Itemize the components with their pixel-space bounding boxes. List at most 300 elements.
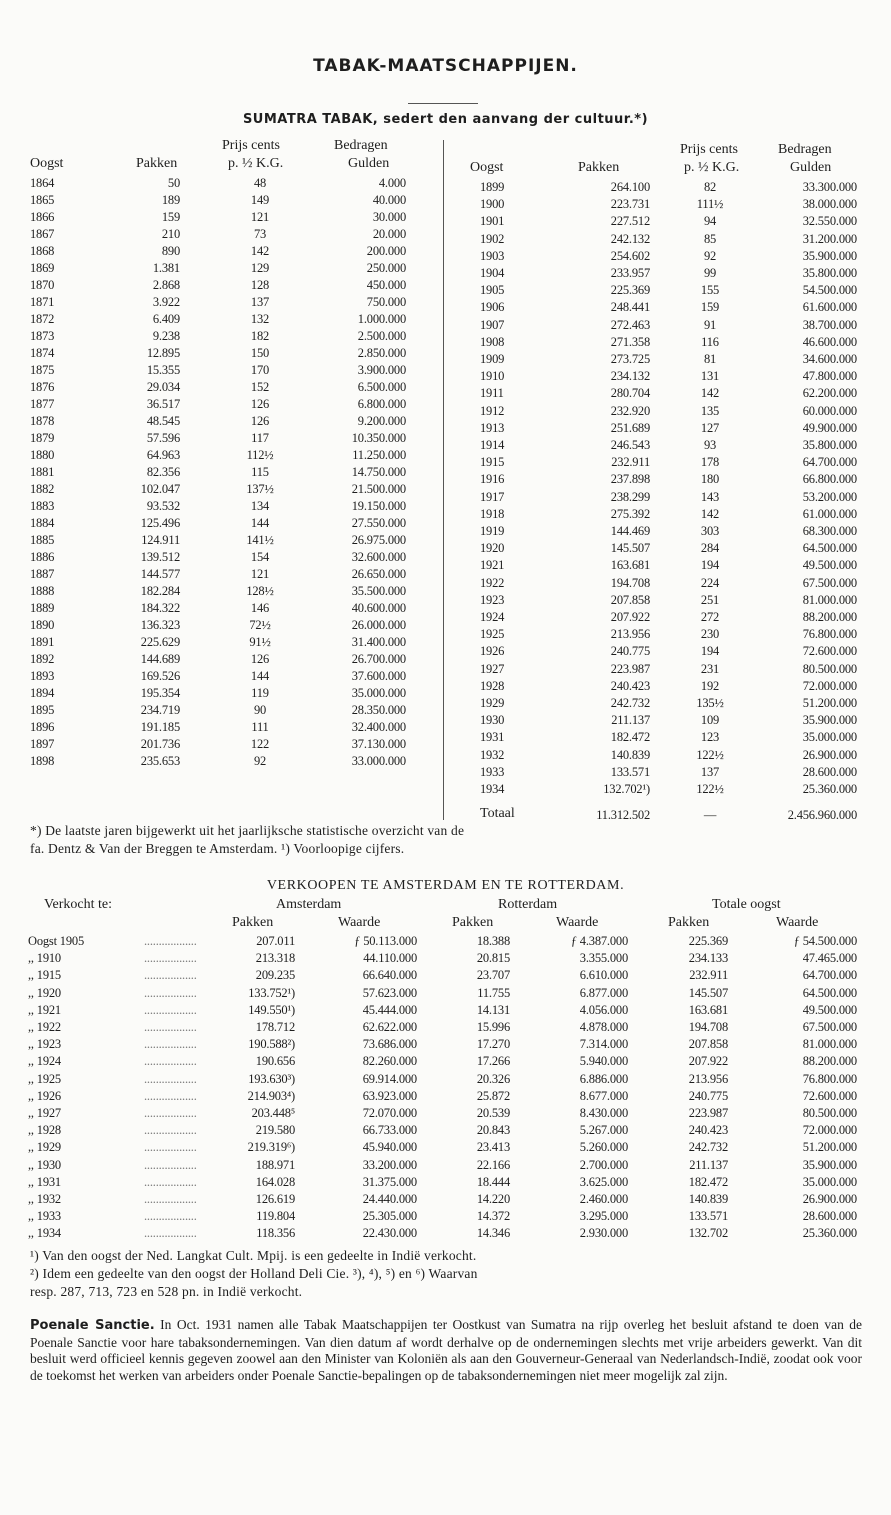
sumatra-right-row-gulden: 53.200.000 xyxy=(802,489,857,504)
sumatra-left-row-oogst: 1888 xyxy=(30,584,55,598)
sales-row-ams-pakken: 193.630³) xyxy=(248,1071,295,1086)
sumatra-right-row-pakken: 223.987 xyxy=(610,661,650,676)
sales-row-tot-pakken: 133.571 xyxy=(688,1209,728,1224)
sales-row-rot-waarde: 6.886.000 xyxy=(579,1071,628,1086)
sumatra-left-row-oogst: 1890 xyxy=(30,618,55,632)
sumatra-right-row-gulden: 28.600.000 xyxy=(802,764,857,779)
sumatra-right-row-oogst: 1927 xyxy=(480,661,505,676)
sales-row-tot-pakken: 223.987 xyxy=(688,1106,728,1120)
sales-row-ams-waarde: ƒ 50.113.000 xyxy=(354,934,417,948)
sumatra-right-row-oogst: 1899 xyxy=(480,180,505,194)
sales-row-ams-pakken: 190.656 xyxy=(255,1054,295,1069)
sumatra-right-row-pakken: 163.681 xyxy=(610,558,650,573)
sales-row-rot-pakken: 18.388 xyxy=(476,934,510,948)
sumatra-left-row-oogst: 1885 xyxy=(30,533,55,547)
sumatra-left-row-pakken: 57.596 xyxy=(146,431,180,445)
sales-row-ams-waarde: 66.640.000 xyxy=(362,968,417,983)
sumatra-left-row-pakken: 144.577 xyxy=(140,567,180,581)
sumatra-right-row-oogst: 1911 xyxy=(480,386,504,401)
dot-leader: .................. xyxy=(144,1192,197,1206)
sumatra-right-row-pakken: 232.920 xyxy=(610,403,650,418)
sumatra-left-row-prijs: 117 xyxy=(251,431,269,445)
dot-leader: .................. xyxy=(144,1174,197,1189)
sumatra-left-row-oogst: 1874 xyxy=(30,346,55,360)
sumatra-right-row-pakken: 132.702¹) xyxy=(603,782,650,796)
sumatra-right-row-oogst: 1907 xyxy=(480,317,505,332)
sales-row-rot-pakken: 15.996 xyxy=(476,1020,510,1034)
sumatra-left-row-pakken: 235.653 xyxy=(140,754,180,768)
sumatra-left-row-oogst: 1876 xyxy=(30,380,55,394)
header-right-pakken: Pakken xyxy=(578,160,620,175)
sumatra-right-row-oogst: 1934 xyxy=(480,782,505,796)
sumatra-right-row-oogst: 1931 xyxy=(480,730,505,745)
sumatra-left-row-prijs: 128 xyxy=(250,278,270,292)
sumatra-right-row-gulden: 35.900.000 xyxy=(802,713,857,728)
sumatra-right-row-gulden: 35.900.000 xyxy=(802,248,857,263)
sumatra-left-row-oogst: 1877 xyxy=(30,397,55,411)
sales-row-oogst: ,, 1931 xyxy=(28,1174,61,1189)
sales-row-tot-waarde: 47.465.000 xyxy=(802,951,857,966)
sales-row-tot-pakken: 207.922 xyxy=(688,1054,728,1069)
sales-pakken-2: Pakken xyxy=(452,915,494,930)
sumatra-right-row-pakken: 233.957 xyxy=(610,266,650,280)
sales-row-tot-pakken: 140.839 xyxy=(688,1192,728,1206)
sales-row-rot-pakken: 14.220 xyxy=(476,1192,510,1206)
sumatra-left-row-prijs: 126 xyxy=(250,397,270,411)
header-left-oogst: Oogst xyxy=(30,156,64,171)
sales-row-oogst: ,, 1933 xyxy=(28,1209,61,1224)
sumatra-left-row-oogst: 1883 xyxy=(30,499,55,513)
sumatra-right-row-oogst: 1910 xyxy=(480,369,505,384)
sales-row-ams-waarde: 31.375.000 xyxy=(362,1174,417,1189)
sumatra-right-row-gulden: 80.500.000 xyxy=(802,661,857,676)
sumatra-right-row-prijs: 127 xyxy=(700,420,720,435)
sumatra-left-row-prijs: 129 xyxy=(250,261,270,275)
sales-row-ams-waarde: 57.623.000 xyxy=(362,985,417,1000)
sales-row-ams-waarde: 82.260.000 xyxy=(362,1054,417,1069)
sales-waarde-1: Waarde xyxy=(338,915,381,930)
sales-row-tot-waarde: 76.800.000 xyxy=(802,1071,857,1086)
sumatra-left-row-prijs: 112½ xyxy=(246,448,274,462)
sumatra-right-row-oogst: 1920 xyxy=(480,541,505,556)
sumatra-right-row-pakken: 264.100 xyxy=(610,180,650,194)
sales-waarde-3: Waarde xyxy=(776,915,819,930)
dot-leader: .................. xyxy=(144,968,197,983)
sales-row-rot-pakken: 20.326 xyxy=(476,1071,510,1086)
sumatra-right-row-oogst: 1923 xyxy=(480,592,505,607)
sumatra-left-row-prijs: 146 xyxy=(250,601,270,615)
sumatra-left-row-gulden: 35.500.000 xyxy=(351,584,406,598)
sumatra-left-row-oogst: 1882 xyxy=(30,482,55,496)
sumatra-right-row-gulden: 35.000.000 xyxy=(802,730,857,745)
footnote-line-2: fa. Dentz & Van der Breggen te Amsterdam. ¹) Voorloopige cijfers. xyxy=(30,841,405,856)
sales-row-rot-pakken: 22.166 xyxy=(476,1157,510,1172)
sumatra-right-row-gulden: 35.800.000 xyxy=(802,266,857,280)
sumatra-right-row-prijs: 109 xyxy=(700,713,720,728)
sales-row-tot-pakken: 225.369 xyxy=(688,934,728,948)
sumatra-right-row-pakken: 144.469 xyxy=(610,524,650,538)
sumatra-left-row-pakken: 64.963 xyxy=(146,448,180,462)
sales-row-ams-pakken: 133.752¹) xyxy=(248,985,295,1000)
sumatra-right-row-oogst: 1918 xyxy=(480,506,505,521)
poenale-sanctie-paragraph xyxy=(30,1317,862,1384)
dot-leader: .................. xyxy=(144,1106,197,1120)
sumatra-right-row-oogst: 1908 xyxy=(480,334,505,349)
sumatra-right-row-gulden: 61.000.000 xyxy=(802,506,857,521)
sales-note-line-3: resp. 287, 713, 723 en 528 pn. in Indië verkocht. xyxy=(30,1284,303,1299)
sumatra-left-row-oogst: 1879 xyxy=(30,431,55,445)
sales-row-rot-waarde: 5.940.000 xyxy=(579,1054,628,1069)
sumatra-table-title: SUMATRA TABAK, sedert den aanvang der cultuur.*) xyxy=(242,112,649,127)
sumatra-right-row-oogst: 1901 xyxy=(480,214,505,229)
sales-row-rot-pakken: 11.755 xyxy=(477,985,510,1000)
sumatra-left-row-pakken: 124.911 xyxy=(141,533,180,547)
sumatra-left-row-gulden: 28.350.000 xyxy=(351,703,406,717)
sumatra-left-row-oogst: 1897 xyxy=(30,737,55,751)
sumatra-left-row-prijs: 92 xyxy=(253,754,267,768)
sumatra-right-row-prijs: 111½ xyxy=(696,197,724,212)
sumatra-left-row-oogst: 1878 xyxy=(30,414,55,428)
sumatra-right-row-prijs: 122½ xyxy=(696,747,724,762)
sales-row-ams-pakken: 178.712 xyxy=(255,1020,295,1034)
sumatra-left-row-oogst: 1868 xyxy=(30,244,55,258)
sumatra-left-row-prijs: 142 xyxy=(250,244,270,258)
sales-row-tot-waarde: 81.000.000 xyxy=(802,1037,857,1052)
sales-row-tot-pakken: 240.775 xyxy=(688,1088,728,1103)
sales-row-ams-waarde: 45.444.000 xyxy=(362,1002,417,1017)
sumatra-right-row-oogst: 1922 xyxy=(480,575,505,590)
sumatra-left-row-oogst: 1892 xyxy=(30,652,55,666)
sumatra-right-row-prijs: 82 xyxy=(703,180,717,194)
sales-row-rot-pakken: 18.444 xyxy=(476,1174,510,1189)
sales-row-rot-pakken: 20.539 xyxy=(476,1106,510,1120)
sales-row-ams-waarde: 44.110.000 xyxy=(363,951,417,966)
sumatra-right-row-prijs: 192 xyxy=(700,678,720,693)
sales-row-oogst: ,, 1930 xyxy=(28,1157,61,1172)
sumatra-right-row-prijs: 135½ xyxy=(696,696,724,710)
sumatra-right-row-gulden: 38.000.000 xyxy=(802,197,857,212)
sales-note-line-1: ¹) Van den oogst der Ned. Langkat Cult. Mpij. is een gedeelte in Indië verkocht. xyxy=(30,1248,477,1263)
sumatra-left-row-gulden: 1.000.000 xyxy=(357,312,406,326)
sales-row-tot-waarde: 88.200.000 xyxy=(802,1054,857,1069)
total-label: Totaal xyxy=(480,806,515,821)
sumatra-right-row-gulden: 60.000.000 xyxy=(802,403,857,418)
sumatra-right-row-prijs: 94 xyxy=(703,214,717,229)
poenale-text: In Oct. 1931 namen alle Tabak Maatschappijen ter Oostkust van Sumatra na rijp overleg het besluit afstand te doen van de Poenale Sanctie voor hare tabaksondernemingen. Van dien datum af wordt derhalve op de ondernemingen slechts met vrije arbeiders gewerkt. Van dit besluit werd officieel kennis gegeven zoowel aan den Minister van Koloniën als aan den Gouverneur-Generaal van Nederlandsch-Indië, zoodat ook voor de toekomst het werken van arbeiders onder Poenale Sanctie-bepalingen op de tabaksondernemingen niet meer mogelijk zal zijn. xyxy=(30,1317,863,1383)
sumatra-left-row-gulden: 26.650.000 xyxy=(351,567,406,581)
sumatra-left-row-gulden: 2.500.000 xyxy=(357,329,406,343)
sales-row-tot-pakken: 242.732 xyxy=(688,1140,728,1155)
sumatra-left-row-oogst: 1891 xyxy=(30,635,55,649)
dot-leader: .................. xyxy=(144,985,197,1000)
sumatra-right-row-pakken: 133.571 xyxy=(610,764,650,779)
sales-row-ams-waarde: 69.914.000 xyxy=(362,1071,417,1086)
sumatra-right-row-prijs: 142 xyxy=(700,506,720,521)
sumatra-left-row-gulden: 37.600.000 xyxy=(351,669,406,683)
sales-row-ams-waarde: 25.305.000 xyxy=(362,1209,417,1224)
sumatra-right-row-prijs: 155 xyxy=(700,283,720,298)
sales-row-oogst: ,, 1924 xyxy=(28,1054,61,1069)
sumatra-left-row-pakken: 234.719 xyxy=(140,703,180,717)
sumatra-right-row-oogst: 1925 xyxy=(480,627,505,642)
sumatra-left-row-gulden: 27.550.000 xyxy=(351,516,406,530)
sumatra-right-row-prijs: 159 xyxy=(700,300,720,315)
sales-row-tot-pakken: 240.423 xyxy=(688,1123,728,1138)
sumatra-right-row-gulden: 32.550.000 xyxy=(802,214,857,229)
sales-row-rot-waarde: 2.700.000 xyxy=(579,1157,628,1172)
sales-row-oogst: ,, 1915 xyxy=(28,968,61,983)
sumatra-right-row-gulden: 72.600.000 xyxy=(802,644,857,659)
sumatra-left-row-prijs: 119 xyxy=(251,686,269,700)
sumatra-left-row-pakken: 136.323 xyxy=(140,618,180,632)
sales-row-tot-waarde: 80.500.000 xyxy=(802,1106,857,1120)
sumatra-left-row-gulden: 32.400.000 xyxy=(351,720,406,734)
sumatra-right-row-oogst: 1904 xyxy=(480,266,505,280)
sales-title: VERKOOPEN TE AMSTERDAM EN TE ROTTERDAM. xyxy=(266,878,625,893)
sales-row-rot-waarde: 8.430.000 xyxy=(579,1106,628,1120)
sumatra-left-row-gulden: 200.000 xyxy=(366,244,406,258)
sumatra-right-row-oogst: 1932 xyxy=(480,747,505,762)
sales-row-ams-waarde: 45.940.000 xyxy=(362,1140,417,1155)
sumatra-right-row-gulden: 54.500.000 xyxy=(802,283,857,298)
sumatra-right-row-gulden: 76.800.000 xyxy=(802,627,857,642)
sumatra-right-row-prijs: 91 xyxy=(703,317,717,332)
sumatra-right-row-pakken: 242.732 xyxy=(610,696,650,710)
sumatra-right-row-prijs: 137 xyxy=(700,764,720,779)
sumatra-left-row-gulden: 3.900.000 xyxy=(357,363,406,377)
sumatra-left-row-pakken: 210 xyxy=(161,227,180,241)
sumatra-right-row-gulden: 46.600.000 xyxy=(802,334,857,349)
total-prijs: — xyxy=(703,808,717,822)
sumatra-right-row-oogst: 1930 xyxy=(480,713,505,728)
sumatra-right-row-gulden: 61.600.000 xyxy=(802,300,857,315)
sumatra-left-row-gulden: 11.250.000 xyxy=(352,448,406,462)
sumatra-right-row-oogst: 1933 xyxy=(480,764,505,779)
sales-row-oogst: ,, 1928 xyxy=(28,1123,61,1138)
sumatra-left-row-gulden: 2.850.000 xyxy=(357,346,406,360)
sumatra-left-row-oogst: 1887 xyxy=(30,567,55,581)
total-gulden: 2.456.960.000 xyxy=(787,808,857,822)
sales-pakken-1: Pakken xyxy=(232,915,274,930)
sumatra-left-row-gulden: 6.800.000 xyxy=(357,397,406,411)
sumatra-left-row-oogst: 1870 xyxy=(30,278,55,292)
header-left-prijs-unit: p. ½ K.G. xyxy=(228,156,284,171)
sumatra-left-row-pakken: 50 xyxy=(167,176,180,190)
sumatra-left-row-prijs: 152 xyxy=(250,380,270,394)
sales-row-rot-waarde: 6.610.000 xyxy=(579,968,628,983)
sumatra-right-row-pakken: 272.463 xyxy=(610,317,650,332)
sumatra-right-row-gulden: 26.900.000 xyxy=(802,747,857,762)
dot-leader: .................. xyxy=(144,1020,197,1034)
sales-row-tot-pakken: 213.956 xyxy=(688,1071,728,1086)
sumatra-left-row-oogst: 1881 xyxy=(30,465,55,479)
sales-row-tot-waarde: 28.600.000 xyxy=(802,1209,857,1224)
sumatra-left-row-prijs: 170 xyxy=(250,363,270,377)
sales-row-rot-pakken: 20.843 xyxy=(476,1123,510,1138)
sumatra-right-row-oogst: 1909 xyxy=(480,352,505,366)
sales-row-tot-pakken: 207.858 xyxy=(688,1037,728,1052)
sumatra-right-row-pakken: 273.725 xyxy=(610,352,650,366)
sumatra-right-row-prijs: 81 xyxy=(703,352,717,366)
sumatra-left-row-oogst: 1865 xyxy=(30,193,55,207)
sumatra-left-row-pakken: 29.034 xyxy=(146,380,180,394)
sumatra-left-row-prijs: 115 xyxy=(251,465,269,479)
sales-row-oogst: ,, 1923 xyxy=(28,1037,61,1052)
sumatra-right-row-gulden: 67.500.000 xyxy=(802,575,857,590)
sumatra-left-row-pakken: 15.355 xyxy=(146,363,180,377)
sales-row-ams-waarde: 63.923.000 xyxy=(362,1088,417,1103)
sales-rotterdam-header: Rotterdam xyxy=(498,897,558,912)
sumatra-left-row-pakken: 1.381 xyxy=(152,261,180,275)
sumatra-right-row-pakken: 275.392 xyxy=(610,506,650,521)
sumatra-left-row-oogst: 1864 xyxy=(30,176,55,190)
header-right-gulden: Gulden xyxy=(790,160,832,175)
sales-row-ams-pakken: 213.318 xyxy=(255,951,295,966)
sumatra-right-row-prijs: 180 xyxy=(700,472,720,487)
sumatra-left-row-pakken: 169.526 xyxy=(140,669,180,683)
sumatra-left-row-prijs: 149 xyxy=(250,193,270,207)
sales-row-tot-pakken: 182.472 xyxy=(688,1174,728,1189)
header-right-prijs: Prijs cents xyxy=(680,142,738,157)
sales-row-ams-pakken: 126.619 xyxy=(255,1192,295,1206)
sumatra-left-row-gulden: 26.975.000 xyxy=(351,533,406,547)
sumatra-right-row-oogst: 1905 xyxy=(480,283,505,298)
sales-row-oogst: ,, 1922 xyxy=(28,1020,61,1034)
sales-row-ams-waarde: 72.070.000 xyxy=(362,1106,417,1120)
header-left-gulden: Gulden xyxy=(348,156,390,171)
sumatra-right-row-prijs: 93 xyxy=(703,438,717,452)
sumatra-right-row-gulden: 49.900.000 xyxy=(802,420,857,435)
sumatra-right-row-oogst: 1917 xyxy=(480,489,505,504)
sumatra-left-row-oogst: 1894 xyxy=(30,686,55,700)
sumatra-right-row-prijs: 272 xyxy=(700,610,720,624)
sumatra-left-row-gulden: 21.500.000 xyxy=(351,482,406,496)
sales-row-tot-waarde: 72.000.000 xyxy=(802,1123,857,1138)
dot-leader: .................. xyxy=(144,1226,197,1241)
sumatra-right-row-gulden: 35.800.000 xyxy=(802,438,857,452)
poenale-heading: Poenale Sanctie. xyxy=(30,1318,155,1333)
sales-row-ams-pakken: 149.550¹) xyxy=(248,1002,295,1017)
sales-row-tot-waarde: 51.200.000 xyxy=(802,1140,857,1155)
sumatra-right-row-pakken: 211.137 xyxy=(611,713,650,728)
sales-row-tot-pakken: 234.133 xyxy=(688,951,728,966)
sumatra-left-row-prijs: 144 xyxy=(250,516,270,530)
sumatra-right-row-oogst: 1915 xyxy=(480,455,505,470)
sumatra-left-row-oogst: 1895 xyxy=(30,703,55,717)
sumatra-right-row-gulden: 64.500.000 xyxy=(802,541,857,556)
sumatra-left-row-prijs: 126 xyxy=(250,652,270,666)
sumatra-left-row-oogst: 1896 xyxy=(30,720,55,734)
sumatra-right-row-gulden: 66.800.000 xyxy=(802,472,857,487)
sales-row-ams-waarde: 22.430.000 xyxy=(362,1226,417,1241)
sales-row-tot-waarde: 25.360.000 xyxy=(802,1226,857,1241)
sales-row-oogst: ,, 1925 xyxy=(28,1071,61,1086)
sales-row-rot-waarde: 5.267.000 xyxy=(579,1123,628,1138)
sumatra-left-row-prijs: 141½ xyxy=(246,533,274,547)
title-rule xyxy=(408,103,478,104)
sumatra-left-row-gulden: 32.600.000 xyxy=(351,550,406,564)
sales-row-ams-pakken: 188.971 xyxy=(255,1157,295,1172)
sumatra-left-row-oogst: 1869 xyxy=(30,261,55,275)
sumatra-left-row-prijs: 48 xyxy=(253,176,267,190)
sumatra-left-row-pakken: 48.545 xyxy=(146,414,180,428)
sumatra-left-row-prijs: 154 xyxy=(250,550,270,564)
sumatra-left-row-pakken: 159 xyxy=(161,210,180,224)
sales-row-rot-pakken: 14.131 xyxy=(476,1002,510,1017)
sumatra-left-row-pakken: 191.185 xyxy=(140,720,180,734)
sumatra-left-row-pakken: 102.047 xyxy=(140,482,180,496)
sumatra-right-row-prijs: 99 xyxy=(703,266,717,280)
sales-row-tot-waarde: ƒ 54.500.000 xyxy=(793,934,857,948)
sales-row-rot-waarde: 6.877.000 xyxy=(579,985,628,1000)
sumatra-left-row-gulden: 750.000 xyxy=(366,295,406,309)
sumatra-right-row-pakken: 207.922 xyxy=(610,610,650,624)
sales-amsterdam-header: Amsterdam xyxy=(276,897,342,912)
dot-leader: .................. xyxy=(144,934,197,948)
sumatra-left-row-gulden: 6.500.000 xyxy=(357,380,406,394)
header-right-oogst: Oogst xyxy=(470,160,504,175)
sumatra-left-row-oogst: 1880 xyxy=(30,448,55,462)
sumatra-right-row-oogst: 1928 xyxy=(480,678,505,693)
sumatra-left-row-pakken: 125.496 xyxy=(140,516,180,530)
sumatra-right-row-oogst: 1903 xyxy=(480,248,505,263)
sumatra-left-row-prijs: 111 xyxy=(251,720,269,734)
sumatra-right-row-pakken: 240.423 xyxy=(610,678,650,693)
sumatra-left-row-prijs: 137½ xyxy=(246,482,274,496)
sumatra-right-row-gulden: 47.800.000 xyxy=(802,369,857,384)
sales-row-rot-pakken: 23.707 xyxy=(476,968,510,983)
sales-row-ams-pakken: 219.319⁶) xyxy=(247,1140,295,1155)
sales-row-rot-pakken: 20.815 xyxy=(476,951,510,966)
sumatra-right-row-pakken: 145.507 xyxy=(610,541,650,556)
sumatra-left-row-prijs: 72½ xyxy=(249,618,271,632)
sumatra-left-row-prijs: 132 xyxy=(250,312,270,326)
sumatra-left-row-pakken: 195.354 xyxy=(140,686,180,700)
sales-row-tot-waarde: 64.500.000 xyxy=(802,985,857,1000)
sumatra-left-row-prijs: 126 xyxy=(250,414,270,428)
sumatra-left-row-oogst: 1893 xyxy=(30,669,55,683)
sumatra-left-row-prijs: 121 xyxy=(250,567,270,581)
sales-row-rot-waarde: 4.056.000 xyxy=(579,1002,628,1017)
sumatra-left-row-gulden: 30.000 xyxy=(372,210,406,224)
sumatra-left-row-oogst: 1898 xyxy=(30,754,55,768)
sales-row-tot-waarde: 72.600.000 xyxy=(802,1088,857,1103)
sumatra-right-row-pakken: 271.358 xyxy=(610,334,650,349)
sales-row-ams-waarde: 62.622.000 xyxy=(362,1020,417,1034)
sumatra-left-row-gulden: 37.130.000 xyxy=(351,737,406,751)
sales-row-tot-waarde: 49.500.000 xyxy=(802,1002,857,1017)
sumatra-right-row-gulden: 64.700.000 xyxy=(802,455,857,470)
sales-row-rot-waarde: 2.930.000 xyxy=(579,1226,628,1241)
sumatra-right-row-pakken: 248.441 xyxy=(610,300,650,315)
sumatra-left-row-gulden: 9.200.000 xyxy=(357,414,406,428)
dot-leader: .................. xyxy=(144,1123,197,1138)
sumatra-right-row-prijs: 85 xyxy=(703,231,717,246)
sumatra-left-row-gulden: 35.000.000 xyxy=(351,686,406,700)
sales-row-rot-waarde: 2.460.000 xyxy=(579,1192,628,1206)
sumatra-right-row-gulden: 68.300.000 xyxy=(802,524,857,538)
sales-row-oogst: ,, 1932 xyxy=(28,1192,61,1206)
sumatra-right-row-prijs: 142 xyxy=(700,386,720,401)
sumatra-left-row-prijs: 150 xyxy=(250,346,270,360)
sumatra-right-row-gulden: 33.300.000 xyxy=(802,180,857,194)
sales-row-ams-pakken: 203.448⁵ xyxy=(251,1106,295,1120)
sumatra-left-row-prijs: 134 xyxy=(250,499,270,513)
sumatra-right-row-gulden: 38.700.000 xyxy=(802,317,857,332)
sumatra-right-row-prijs: 116 xyxy=(701,334,719,349)
dot-leader: .................. xyxy=(144,1209,197,1224)
sales-row-rot-waarde: 4.878.000 xyxy=(579,1020,628,1034)
